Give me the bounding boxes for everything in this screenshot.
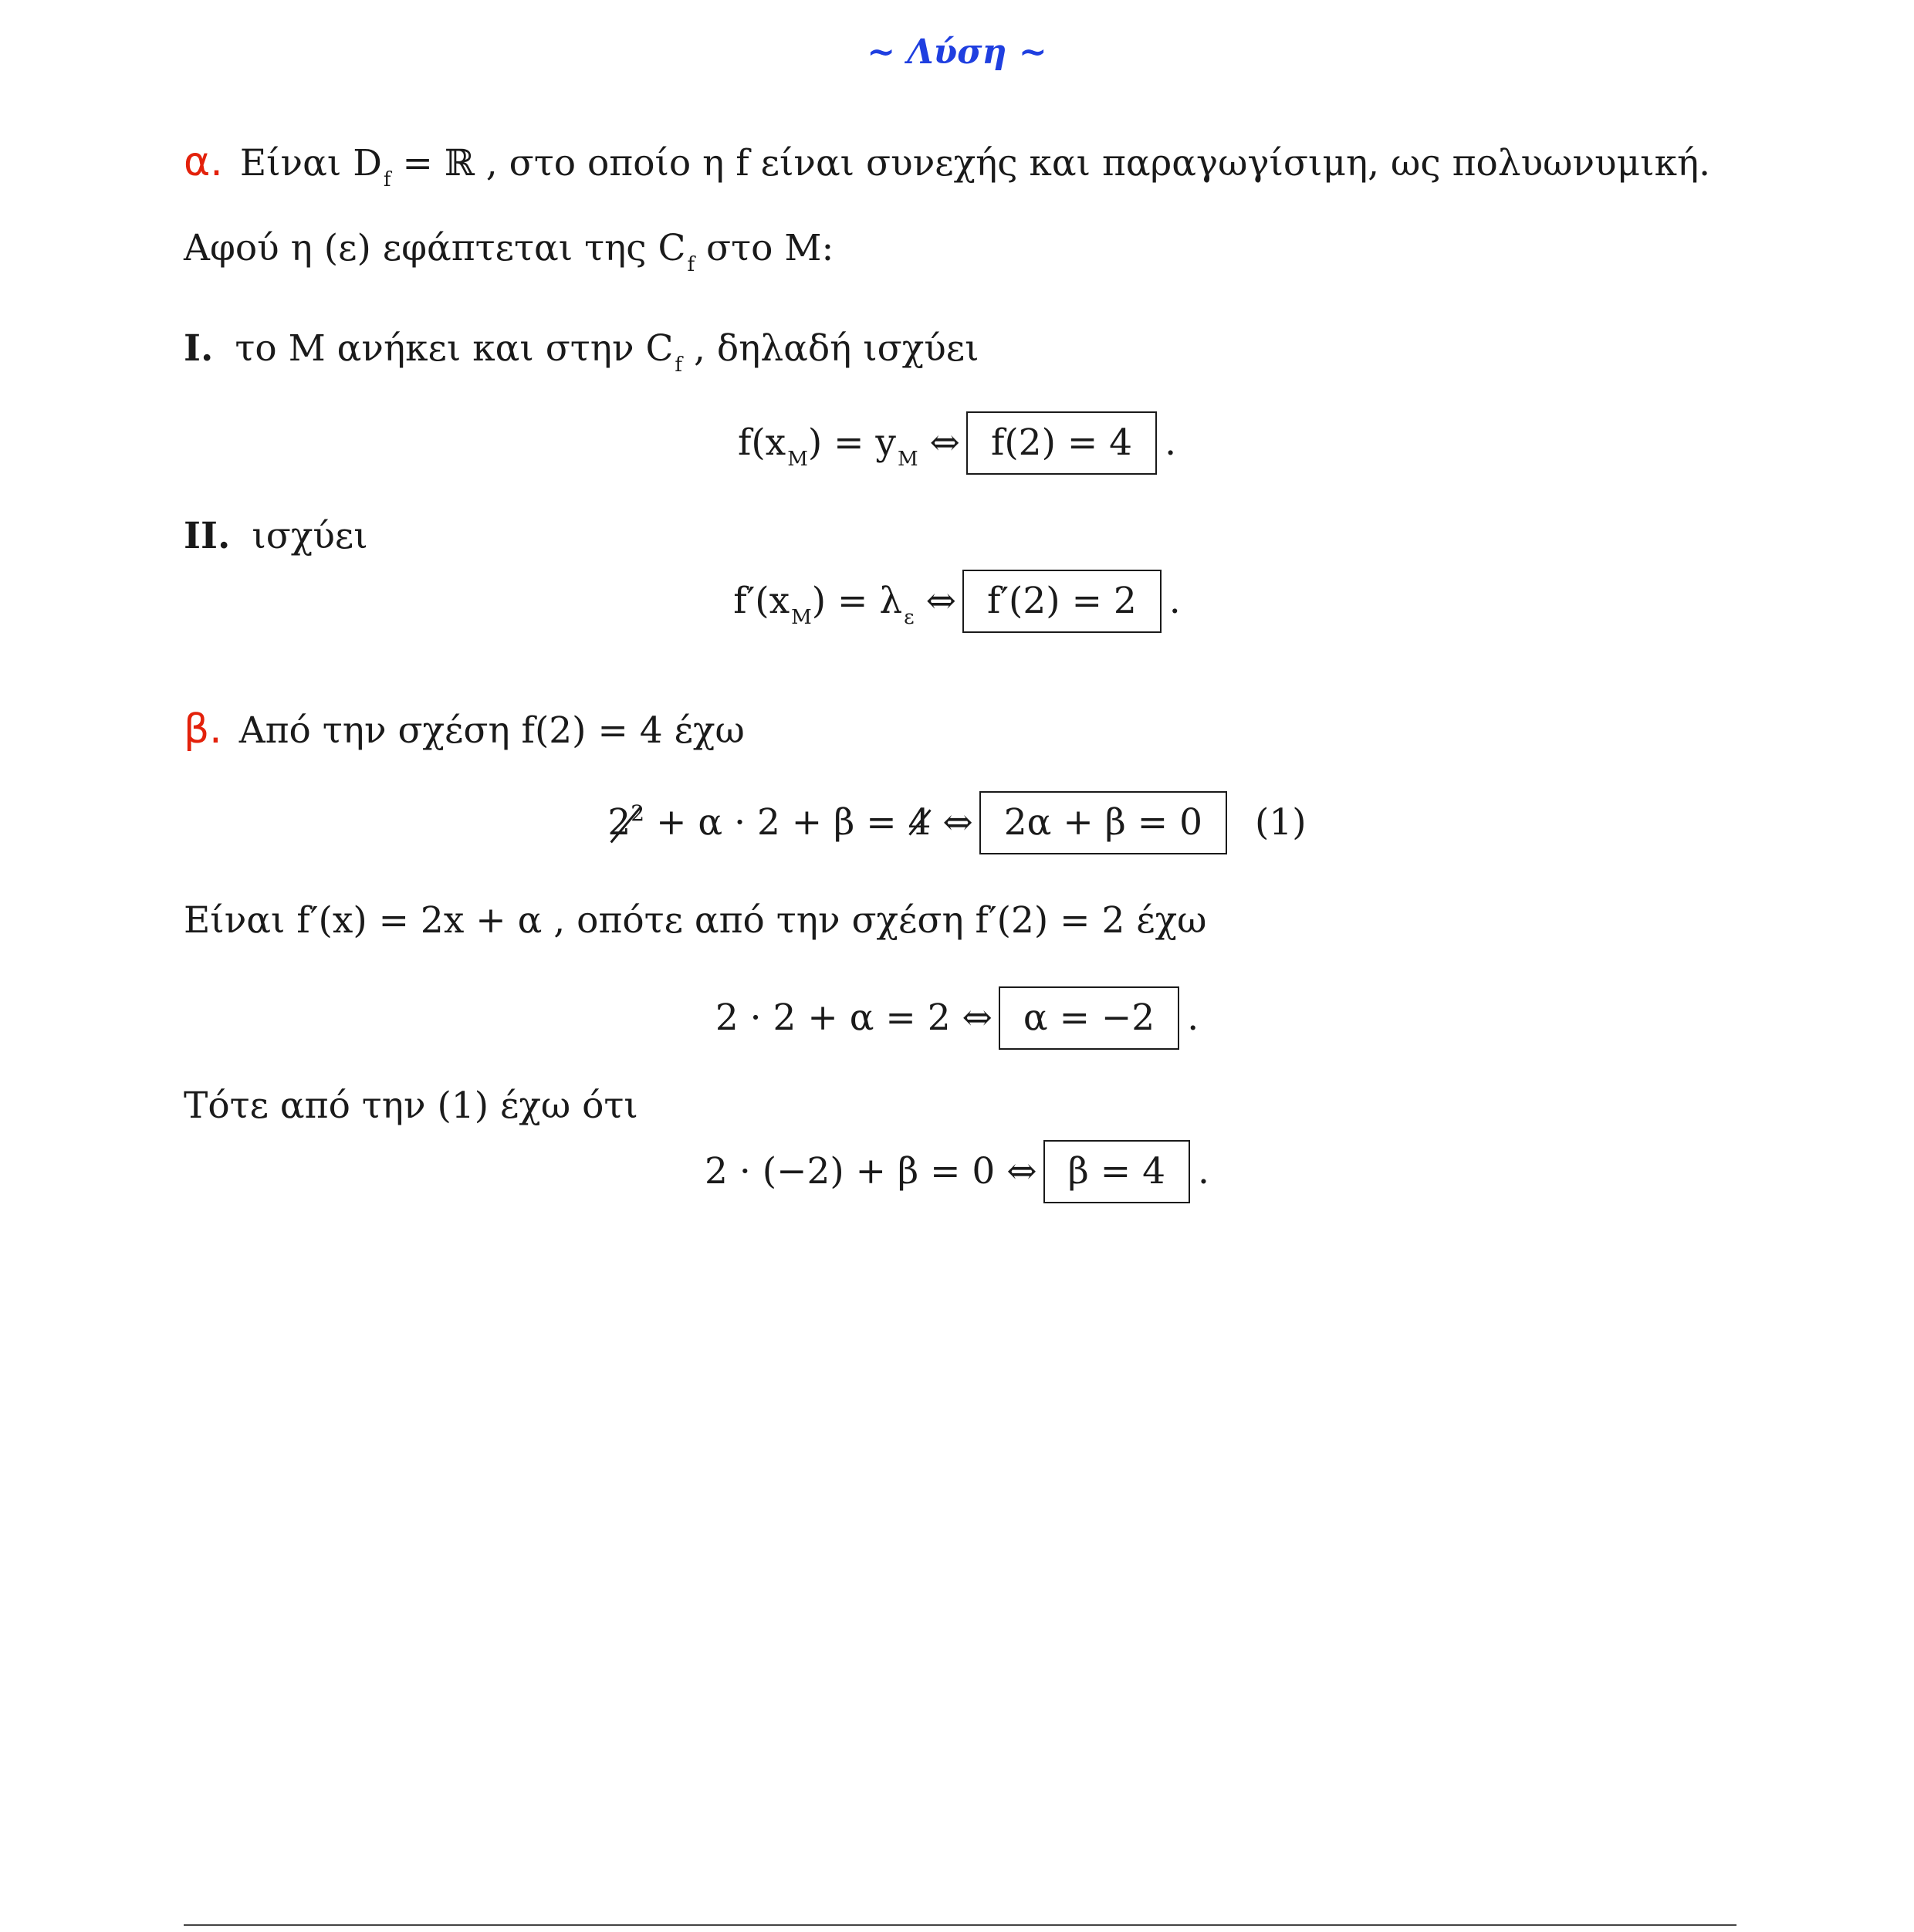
eq1-sub-1: M [787,448,808,471]
eq4-dot: . [1187,996,1199,1039]
part-a-line-1 [184,139,1710,192]
eq2-sub-2: ε [904,606,915,629]
eq3-struck-square [607,792,644,858]
item-i-sub: f [675,354,683,377]
part-b-line-3 [184,1083,638,1129]
part-a-text-2b: στο M: [695,227,834,269]
part-b-line-2 [184,898,1206,944]
eq1-part-b: ) = y [807,421,896,464]
eq5-boxed-result: β = 4 [1043,1140,1190,1203]
eq3-arrow: ⇔ [931,801,973,844]
part-a-item-ii [184,513,368,560]
eq3-tag: (1) [1255,801,1307,844]
eq1-part-a: f(x [737,421,786,464]
equation-5 [0,1140,1914,1203]
page-title: ~ Λύση ~ [867,32,1047,72]
eq3-exponent: 2 [631,800,645,826]
item-ii-label: II. [184,515,231,557]
eq2-part-b: ) = λ [811,580,903,622]
eq3-struck-four: 4 [908,792,932,854]
equation-1 [0,411,1914,479]
eq2-dot: . [1168,580,1181,622]
eq1-arrow: ⇔ [918,421,960,464]
part-b-label: β. [184,706,222,753]
eq2-part-a: f′(x [733,580,790,622]
eq2-arrow: ⇔ [914,580,956,622]
eq1-sub-2: M [897,448,918,471]
part-b-line-1 [184,706,745,754]
item-i-text-b: , δηλαδή ισχύει [682,327,979,370]
eq4-part-a: 2 · 2 + α = 2 ⇔ [715,996,993,1039]
eq5-part-a: 2 · (−2) + β = 0 ⇔ [705,1150,1037,1193]
eq5-dot: . [1198,1150,1209,1193]
equation-4 [0,986,1914,1050]
eq2-boxed-result: f′(2) = 2 [962,570,1162,633]
equation-3 [0,791,1914,858]
part-a-line-2 [184,225,834,277]
item-i-text-a: το M ανήκει και στην C [235,327,674,370]
footer-divider [184,1924,1736,1926]
item-i-label: I. [184,327,214,370]
part-b-text-2: Είναι f′(x) = 2x + α , οπότε από την σχέση f′(2) = 2 έχω [184,899,1207,942]
eq3-middle: + α · 2 + β = [644,801,908,844]
part-b-text-1: Από την σχέση f(2) = 4 έχω [238,709,745,752]
part-a-text-1b: = ℝ , στο οποίο η f είναι συνεχής και παραγωγίσιμη, ως πολυωνυμική. [391,142,1711,184]
part-a-sub-1: f [383,168,391,191]
part-a-sub-2: f [687,253,695,276]
eq3-boxed-result: 2α + β = 0 [979,791,1227,854]
eq1-dot: . [1165,421,1177,464]
eq1-boxed-result: f(2) = 4 [966,411,1157,475]
eq4-boxed-result: α = −2 [999,986,1179,1050]
part-a-text-1a: Είναι D [239,142,382,184]
eq3-base: 2 [607,801,631,844]
part-a-item-i [184,326,979,377]
item-ii-text: ισχύει [252,515,368,557]
part-a-label: α. [184,139,223,185]
part-a-text-2a: Αφού η (ε) εφάπτεται της C [184,227,686,269]
eq2-sub-1: M [791,606,812,629]
part-b-text-3: Τότε από την (1) έχω ότι [184,1084,638,1127]
equation-2 [0,570,1914,638]
